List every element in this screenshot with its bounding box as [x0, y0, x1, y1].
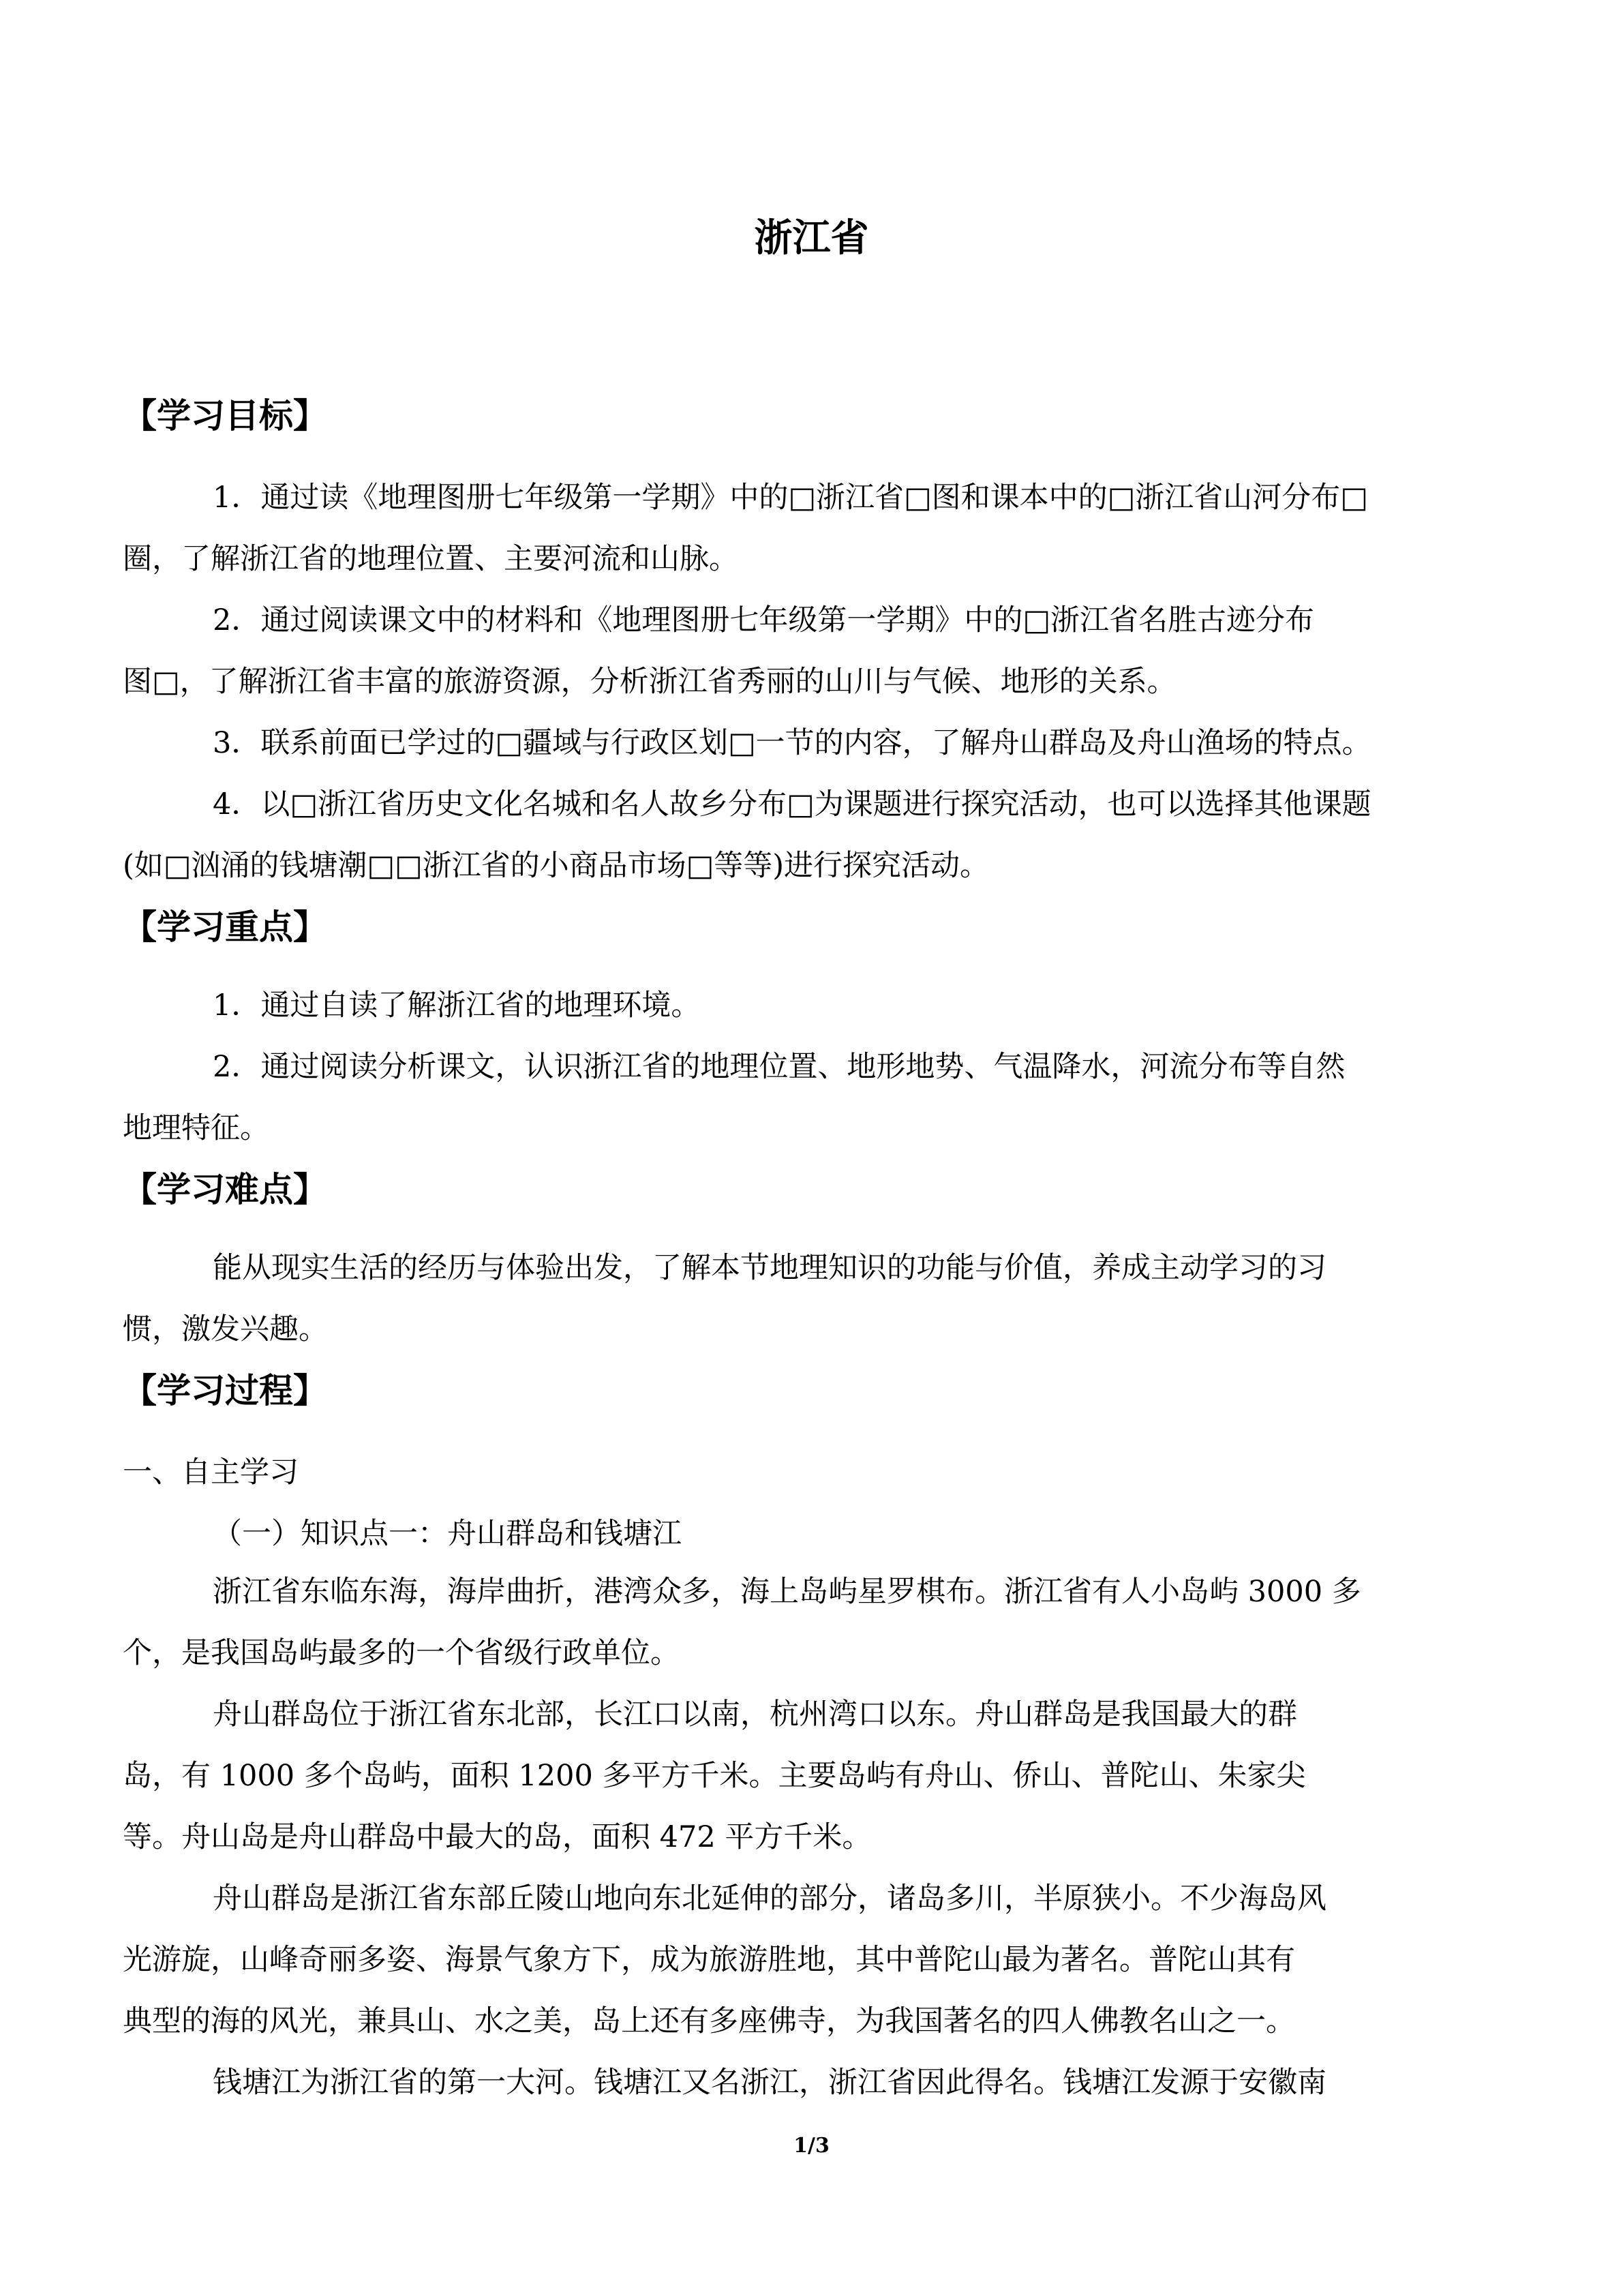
paragraph-2-line-3: 等。舟山岛是舟山群岛中最大的岛，面积 472 平方千米。 — [123, 1820, 872, 1854]
section-heading-difficulties: 【学习难点】 — [123, 1170, 327, 1209]
paragraph-2-line-2: 岛，有 1000 多个岛屿，面积 1200 多平方千米。主要岛屿有舟山、侨山、普陀山、朱家尖 — [123, 1759, 1306, 1793]
key-2-line-1: 2．通过阅读分析课文，认识浙江省的地理位置、地形地势、气温降水，河流分布等自然 — [213, 1050, 1346, 1084]
difficulty-line-2: 惯，激发兴趣。 — [123, 1312, 328, 1346]
goal-1-line-1: 1．通过读《地理图册七年级第一学期》中的□浙江省□图和课本中的□浙江省山河分布□ — [213, 481, 1368, 515]
page-title: 浙江省 — [754, 216, 869, 260]
paragraph-3-line-2: 光游旋，山峰奇丽多姿、海景气象方下，成为旅游胜地，其中普陀山最为著名。普陀山其有 — [123, 1943, 1295, 1977]
goal-2-line-2: 图□，了解浙江省丰富的旅游资源，分析浙江省秀丽的山川与气候、地形的关系。 — [123, 665, 1177, 699]
goal-1-line-2: 圈，了解浙江省的地理位置、主要河流和山脉。 — [123, 542, 738, 576]
section-heading-goals: 【学习目标】 — [123, 396, 327, 436]
process-subheading: 一、自主学习 — [123, 1455, 299, 1490]
page-number: 1/3 — [793, 2134, 830, 2158]
goal-3-line: 3．联系前面已学过的□疆域与行政区划□一节的内容，了解舟山群岛及舟山渔场的特点。 — [213, 726, 1371, 760]
key-1-line: 1．通过自读了解浙江省的地理环境。 — [213, 988, 701, 1023]
section-heading-process: 【学习过程】 — [123, 1371, 327, 1410]
paragraph-4-line-1: 钱塘江为浙江省的第一大河。钱塘江又名浙江，浙江省因此得名。钱塘江发源于安徽南 — [213, 2066, 1326, 2100]
section-heading-key-points: 【学习重点】 — [123, 907, 327, 947]
goal-4-line-2: (如□汹涌的钱塘潮□□浙江省的小商品市场□等等)进行探究活动。 — [123, 849, 990, 883]
paragraph-1-line-2: 个，是我国岛屿最多的一个省级行政单位。 — [123, 1636, 680, 1670]
key-2-line-2: 地理特征。 — [123, 1111, 269, 1145]
paragraph-3-line-1: 舟山群岛是浙江省东部丘陵山地向东北延伸的部分，诸岛多川，半原狭小。不少海岛风 — [213, 1882, 1326, 1916]
paragraph-1-line-1: 浙江省东临东海，海岸曲折，港湾众多，海上岛屿星罗棋布。浙江省有人小岛屿 3000 多 — [213, 1575, 1361, 1609]
paragraph-2-line-1: 舟山群岛位于浙江省东北部，长江口以南，杭州湾口以东。舟山群岛是我国最大的群 — [213, 1697, 1297, 1732]
knowledge-point-heading: （一）知识点一：舟山群岛和钱塘江 — [213, 1517, 682, 1551]
paragraph-3-line-3: 典型的海的风光，兼具山、水之美，岛上还有多座佛寺，为我国著名的四人佛教名山之一。 — [123, 2004, 1295, 2038]
goal-4-line-1: 4．以□浙江省历史文化名城和名人故乡分布□为课题进行探究活动，也可以选择其他课题 — [213, 787, 1371, 821]
goal-2-line-1: 2．通过阅读课文中的材料和《地理图册七年级第一学期》中的□浙江省名胜古迹分布 — [213, 603, 1314, 637]
difficulty-line-1: 能从现实生活的经历与体验出发，了解本节地理知识的功能与价值，养成主动学习的习 — [213, 1251, 1326, 1285]
